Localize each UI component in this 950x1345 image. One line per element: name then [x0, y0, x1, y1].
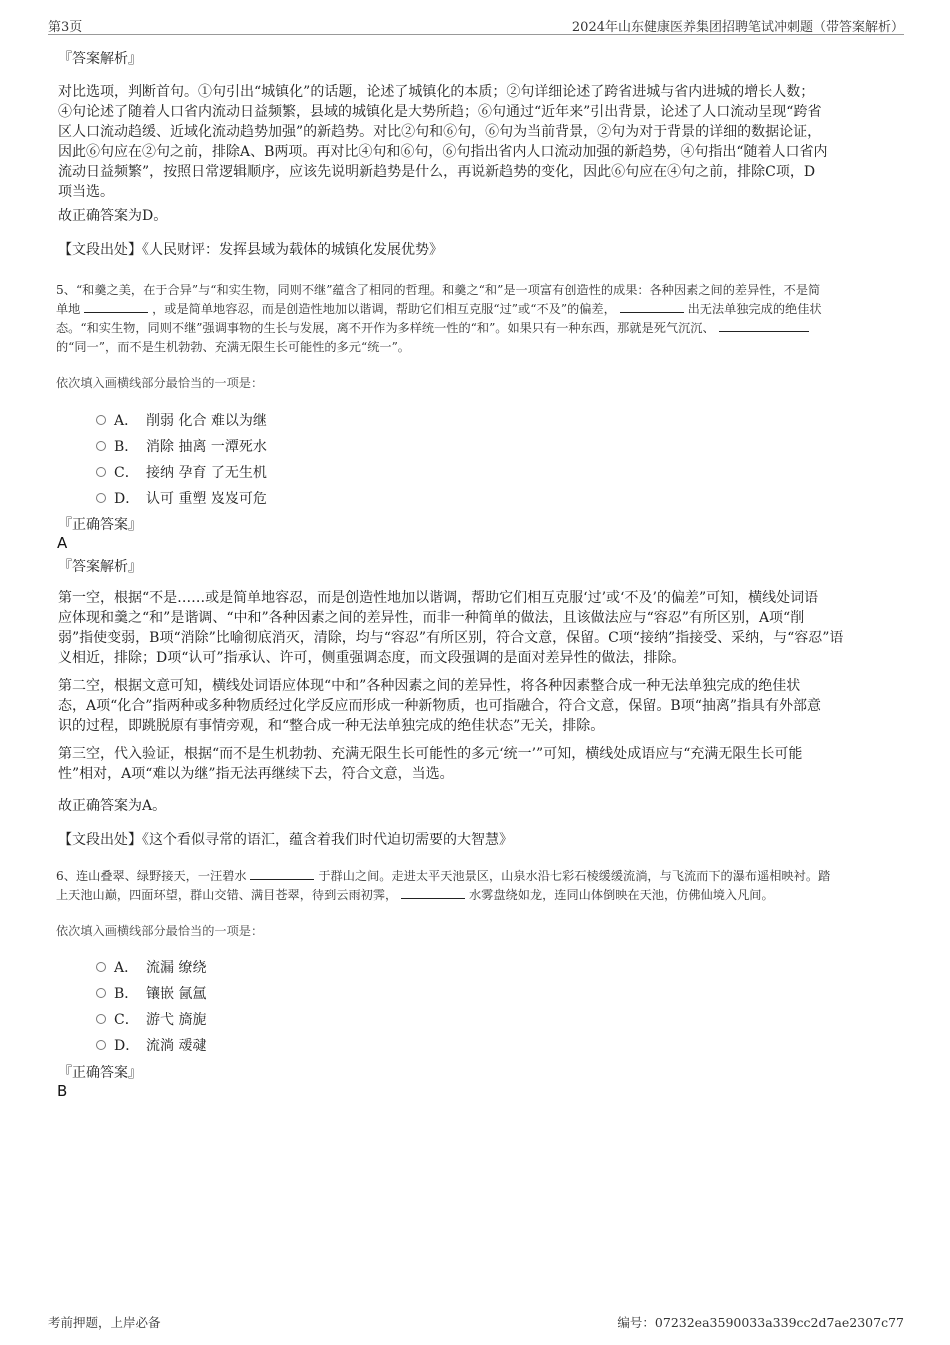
- radio-button[interactable]: [96, 441, 106, 451]
- question-line: 态。“和实生物，同则不继”强调事物的生长与发展，离不开作为多样统一性的“和”。如果只有一种东西，那就是死气沉沉、: [56, 319, 896, 338]
- question-line: 单地 ，或是简单地容忍，而是创造性地加以谐调，帮助它们相互克服“过”或“不及”的偏差， 出无法单独完成的绝佳状: [56, 302, 822, 316]
- radio-button[interactable]: [96, 1040, 106, 1050]
- analysis-line: 应体现和羹之“和”是谐调、“中和”各种因素之间的差异性，而非一种简单的做法，且该做法应与“容忍”有所区别，A项“削: [58, 610, 805, 626]
- source-citation: 【文段出处】《人民财评：发挥县域为载体的城镇化发展优势》: [58, 242, 443, 258]
- analysis-line: 第三空，代入验证，根据“而不是生机勃勃、充满无限生长可能性的多元‘统一’”可知，横线处成语应与“充满无限生长可能: [58, 746, 803, 762]
- page-footer: [48, 1313, 904, 1331]
- correct-answer-value: B: [57, 1082, 68, 1100]
- question-prompt: 依次填入画横线部分最恰当的一项是：: [56, 924, 264, 938]
- fill-blank-2: [620, 301, 684, 313]
- analysis-line: 流动日益频繁”，按照日常逻辑顺序，应该先说明新趋势是什么，再说新趋势的变化，因此⑥句应在④句之前，排除C项，D: [58, 164, 816, 180]
- analysis-line: 义相近，排除；D项“认可”指承认、许可，侧重强调态度，而文段强调的是面对差异性的做法，排除。: [58, 650, 686, 666]
- footer-slogan: 考前押题，上岸必备: [48, 1315, 161, 1330]
- option-label: A．: [114, 413, 139, 429]
- analysis-line: 对比选项，判断首句。①句引出“城镇化”的话题，论述了城镇化的本质；②句详细论述了跨省进城与省内进城的增长人数；: [58, 84, 815, 100]
- question-line: 的“同一”，而不是生机勃勃、充满无限生长可能性的多元“统一”。: [56, 340, 410, 354]
- fill-blank-3: [719, 320, 809, 332]
- radio-button[interactable]: [96, 493, 106, 503]
- document-id: 编号：07232ea3590033a339cc2d7ae2307c77: [617, 1315, 904, 1330]
- correct-answer-tag: 『正确答案』: [58, 1065, 142, 1081]
- analysis-line: 态，A项“化合”指两种或多种物质经过化学反应而形成一种新物质，也可指融合，符合文意，保留。B项“抽离”指具有外部意: [58, 698, 822, 714]
- question-line: 上天池山巅，四面环望，群山交错、满目苍翠，待到云雨初霁， 水雾盘绕如龙，连同山体倒映在天池，仿佛仙境入凡间。: [56, 888, 774, 902]
- option-label: C．: [114, 465, 139, 481]
- option-text: 游弋 旖旎: [146, 1012, 207, 1028]
- analysis-paragraph: [58, 676, 892, 736]
- radio-button[interactable]: [96, 988, 106, 998]
- conclusion: 故正确答案为A。: [58, 798, 167, 814]
- option-label: C．: [114, 1012, 139, 1028]
- question-line: 6、连山叠翠、绿野接天，一汪碧水 于群山之间。走进太平天池景区，山泉水沿七彩石棱缓缓流淌，与飞流而下的瀑布遥相映衬。踏: [56, 869, 831, 883]
- fill-blank-2: [401, 887, 465, 899]
- option-text: 流漏 缭绕: [146, 960, 207, 976]
- analysis-line: 性”相对，A项“难以为继”指无法再继续下去，符合文意，当选。: [58, 766, 454, 782]
- option-label: D．: [114, 1038, 140, 1054]
- correct-answer-value: A: [57, 534, 68, 552]
- radio-button[interactable]: [96, 962, 106, 972]
- option-label: A．: [114, 960, 139, 976]
- analysis-paragraph: [58, 82, 892, 202]
- page-number: 第3页: [48, 20, 83, 35]
- analysis-line: 弱”指使变弱，B项“消除”比喻彻底消灭，清除，均与“容忍”有所区别，符合文意，保留。C项“接纳”指接受、采纳，与“容忍”语: [58, 630, 844, 646]
- radio-button[interactable]: [96, 415, 106, 425]
- option-text: 削弱 化合 难以为继: [146, 413, 267, 429]
- analysis-tag: 『答案解析』: [58, 559, 142, 575]
- fill-blank-1: [84, 301, 148, 313]
- analysis-line: 第二空，根据文意可知，横线处词语应体现“中和”各种因素之间的差异性，将各种因素整合成一种无法单独完成的绝佳状: [58, 678, 801, 694]
- option-text: 镶嵌 氤氲: [146, 986, 207, 1002]
- analysis-line: 识的过程，即跳脱原有事情旁观，和“整合成一种无法单独完成的绝佳状态”无关，排除。: [58, 718, 605, 734]
- analysis-line: 区人口流动趋缓、近域化流动趋势加强”的新趋势。对比②句和⑥句，⑥句为当前背景，②句为对于背景的详细的数据论证，: [58, 124, 822, 140]
- fill-blank-1: [250, 868, 314, 880]
- option-label: D．: [114, 491, 140, 507]
- question-5-stem: [56, 281, 896, 357]
- question-6-stem: [56, 867, 896, 905]
- analysis-tag: 『答案解析』: [58, 51, 142, 67]
- option-label: B．: [114, 986, 139, 1002]
- option-text: 认可 重塑 岌岌可危: [146, 491, 267, 507]
- option-text: 消除 抽离 一潭死水: [146, 439, 267, 455]
- correct-answer-tag: 『正确答案』: [58, 517, 142, 533]
- question-prompt: 依次填入画横线部分最恰当的一项是：: [56, 376, 264, 390]
- doc-title: 2024年山东健康医养集团招聘笔试冲刺题（带答案解析）: [571, 20, 904, 35]
- conclusion: 故正确答案为D。: [58, 208, 168, 224]
- analysis-paragraph: [58, 588, 892, 668]
- analysis-paragraph: [58, 744, 892, 784]
- radio-button[interactable]: [96, 467, 106, 477]
- analysis-line: ④句论述了随着人口省内流动日益频繁，县域的城镇化是大势所趋；⑥句通过“近年来”引出背景，论述了人口流动呈现“跨省: [58, 104, 822, 120]
- analysis-line: 因此⑥句应在②句之前，排除A、B两项。再对比④句和⑥句，⑥句指出省内人口流动加强的新趋势，④句指出“随着人口省内: [58, 144, 828, 160]
- page-header: [48, 14, 904, 35]
- option-text: 流淌 叆叇: [146, 1038, 207, 1054]
- radio-button[interactable]: [96, 1014, 106, 1024]
- option-label: B．: [114, 439, 139, 455]
- analysis-line: 第一空，根据“不是……或是简单地容忍，而是创造性地加以谐调，帮助它们相互克服‘过’或‘不及’的偏差”可知，横线处词语: [58, 590, 819, 606]
- option-text: 接纳 孕育 了无生机: [146, 465, 267, 481]
- question-line: 5、“和羹之美，在于合异”与“和实生物，同则不继”蕴含了相同的哲理。和羹之“和”是一项富有创造性的成果：各种因素之间的差异性，不是简: [56, 283, 821, 297]
- analysis-line: 项当选。: [58, 184, 114, 200]
- source-citation: 【文段出处】《这个看似寻常的语汇，蕴含着我们时代迫切需要的大智慧》: [58, 832, 513, 848]
